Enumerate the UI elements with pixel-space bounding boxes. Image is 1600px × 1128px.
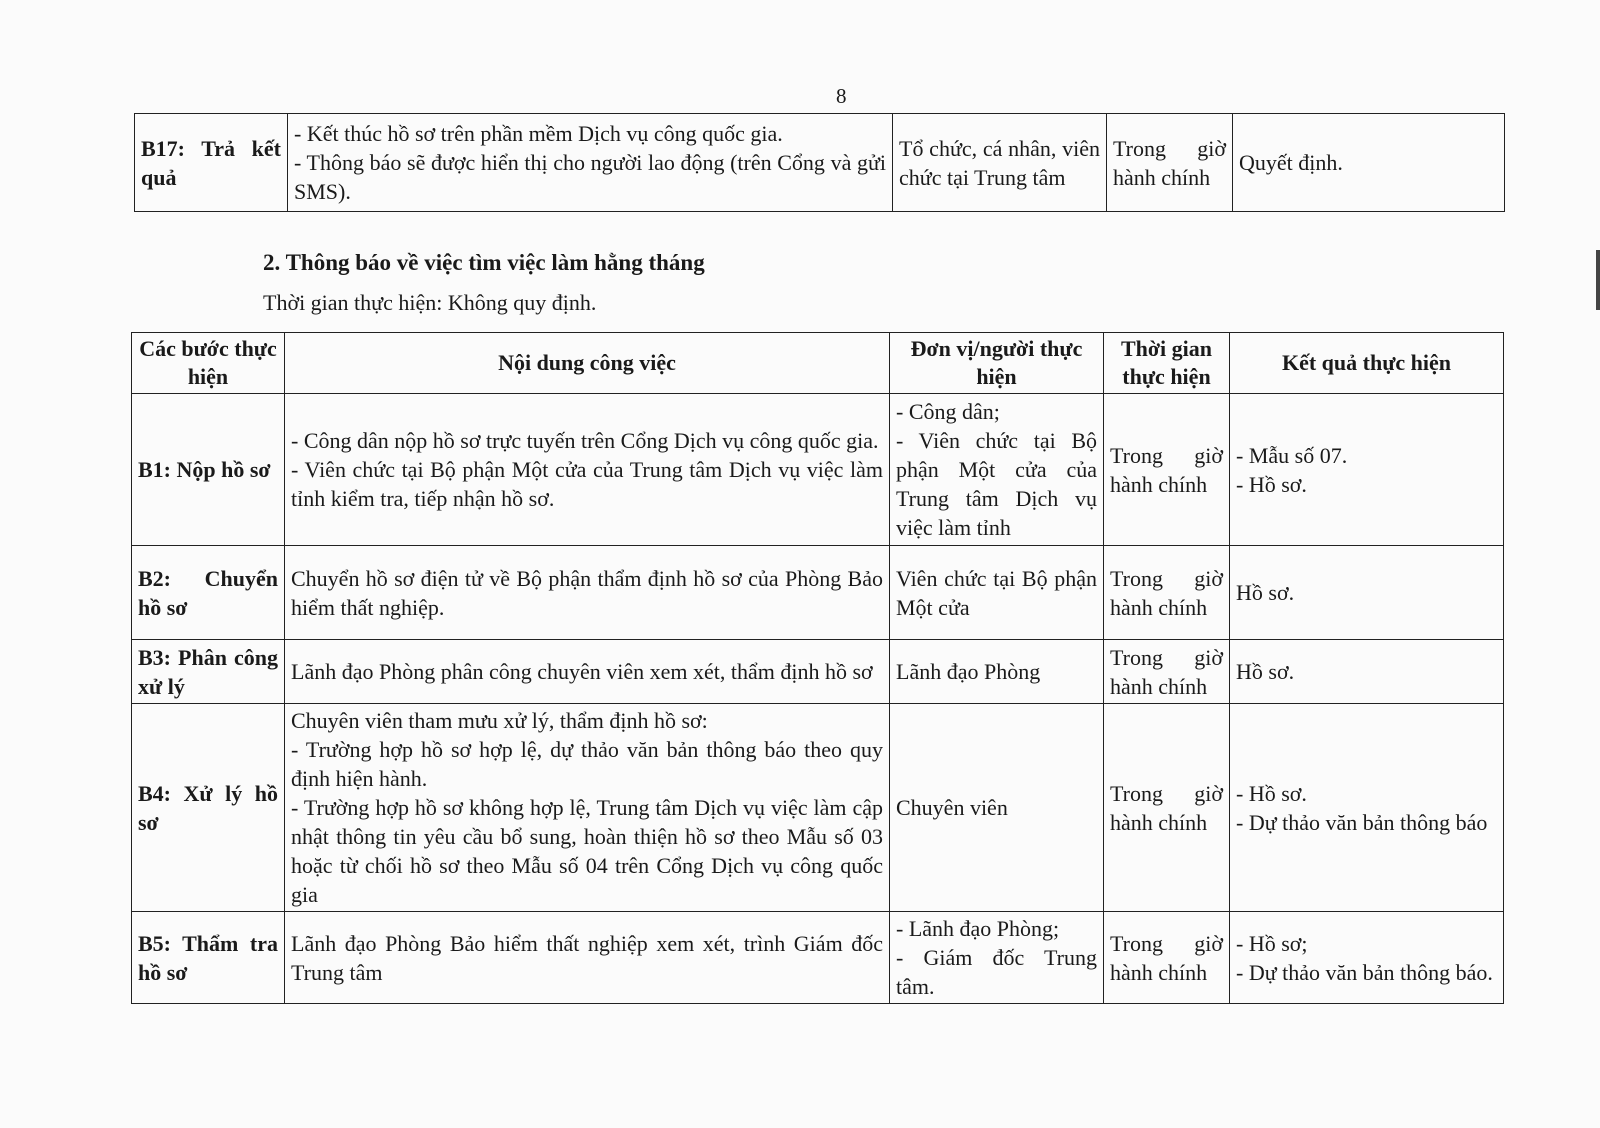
header-time: Thời gian thực hiện <box>1104 333 1230 394</box>
actor-cell <box>890 912 1104 1004</box>
step-cell: B4: Xử lý hồ sơ <box>132 704 285 912</box>
actor-cell: Tổ chức, cá nhân, viên chức tại Trung tâm <box>893 114 1107 212</box>
result-line: Hồ sơ. <box>1236 659 1295 684</box>
header-content: Nội dung công việc <box>285 333 890 394</box>
scan-edge-mark <box>1596 250 1600 310</box>
header-step: Các bước thực hiện <box>132 333 285 394</box>
content-line: - Thông báo sẽ được hiển thị cho người lao động (trên Cổng và gửi SMS). <box>294 150 886 204</box>
time-cell: Trong giờ hành chính <box>1104 912 1230 1004</box>
result-cell <box>1230 394 1504 546</box>
table-row <box>132 394 1504 546</box>
step-cell: B2: Chuyển hồ sơ <box>132 546 285 640</box>
result-line: - Hồ sơ. <box>1236 780 1307 806</box>
content-cell <box>285 640 890 704</box>
actor-cell <box>890 640 1104 704</box>
time-cell: Trong giờ hành chính <box>1107 114 1233 212</box>
content-line: - Công dân nộp hồ sơ trực tuyến trên Cổng Dịch vụ công quốc gia. <box>291 428 879 453</box>
result-line: - Hồ sơ; <box>1236 930 1308 956</box>
actor-line: - Viên chức tại Bộ phận Một cửa của Trung tâm Dịch vụ việc làm tỉnh <box>896 428 1097 540</box>
table-row <box>132 704 1504 912</box>
time-cell: Trong giờ hành chính <box>1104 640 1230 704</box>
table-row <box>135 114 1505 212</box>
result-cell <box>1230 640 1504 704</box>
step-cell: B1: Nộp hồ sơ <box>132 394 285 546</box>
time-cell: Trong giờ hành chính <box>1104 704 1230 912</box>
content-cell <box>285 704 890 912</box>
content-line: Chuyên viên tham mưu xử lý, thẩm định hồ sơ: <box>291 708 708 733</box>
actor-cell <box>890 546 1104 640</box>
procedure-table-continued <box>134 113 1505 212</box>
content-line: Chuyển hồ sơ điện tử về Bộ phận thẩm định hồ sơ của Phòng Bảo hiểm thất nghiệp. <box>291 565 883 620</box>
table-row <box>132 546 1504 640</box>
result-cell <box>1230 546 1504 640</box>
step-cell: B5: Thẩm tra hồ sơ <box>132 912 285 1004</box>
actor-line: Chuyên viên <box>896 795 1008 820</box>
content-line: Lãnh đạo Phòng phân công chuyên viên xem xét, thẩm định hồ sơ <box>291 659 873 684</box>
content-line: - Trường hợp hồ sơ hợp lệ, dự thảo văn bản thông báo theo quy định hiện hành. <box>291 737 883 791</box>
step-cell: B17: Trả kết quả <box>135 114 288 212</box>
header-actor: Đơn vị/người thực hiện <box>890 333 1104 394</box>
header-result: Kết quả thực hiện <box>1230 333 1504 394</box>
table-row <box>132 912 1504 1004</box>
content-line: - Trường hợp hồ sơ không hợp lệ, Trung tâm Dịch vụ việc làm cập nhật thông tin yêu cầu bổ sung, hoàn thiện hồ sơ theo Mẫu số 03 hoặc từ chối hồ sơ theo Mẫu số 04 trên Cổng Dịch vụ công quốc gia <box>291 795 883 907</box>
content-line: - Viên chức tại Bộ phận Một cửa của Trung tâm Dịch vụ việc làm tỉnh kiểm tra, tiếp nhận hồ sơ. <box>291 457 883 511</box>
content-cell <box>285 394 890 546</box>
section-subtitle: Thời gian thực hiện: Không quy định. <box>263 290 597 315</box>
result-cell <box>1230 912 1504 1004</box>
actor-line: - Công dân; <box>896 399 1000 424</box>
actor-line: - Lãnh đạo Phòng; <box>896 916 1060 941</box>
content-cell <box>288 114 893 212</box>
actor-line: Viên chức tại Bộ phận Một cửa <box>896 565 1097 620</box>
result-line: Hồ sơ. <box>1236 580 1295 605</box>
content-cell <box>285 546 890 640</box>
result-line: - Dự thảo văn bản thông báo <box>1236 809 1488 835</box>
content-line: Lãnh đạo Phòng Bảo hiểm thất nghiệp xem xét, trình Giám đốc Trung tâm <box>291 930 883 985</box>
page-number: 8 <box>836 84 847 108</box>
table-row <box>132 640 1504 704</box>
result-line: - Hồ sơ. <box>1236 471 1307 497</box>
time-cell: Trong giờ hành chính <box>1104 394 1230 546</box>
result-cell: Quyết định. <box>1233 114 1505 212</box>
time-cell: Trong giờ hành chính <box>1104 546 1230 640</box>
content-cell <box>285 912 890 1004</box>
result-line: - Mẫu số 07. <box>1236 442 1348 468</box>
actor-cell <box>890 704 1104 912</box>
result-cell <box>1230 704 1504 912</box>
result-line: - Dự thảo văn bản thông báo. <box>1236 959 1493 985</box>
section-heading: 2. Thông báo về việc tìm việc làm hằng tháng <box>263 250 705 275</box>
procedure-table <box>131 332 1504 1004</box>
actor-line: - Giám đốc Trung tâm. <box>896 945 1097 999</box>
table-header-row <box>132 333 1504 394</box>
actor-line: Lãnh đạo Phòng <box>896 659 1041 684</box>
actor-cell <box>890 394 1104 546</box>
content-line: - Kết thúc hồ sơ trên phần mềm Dịch vụ công quốc gia. <box>294 121 783 146</box>
step-cell: B3: Phân công xử lý <box>132 640 285 704</box>
